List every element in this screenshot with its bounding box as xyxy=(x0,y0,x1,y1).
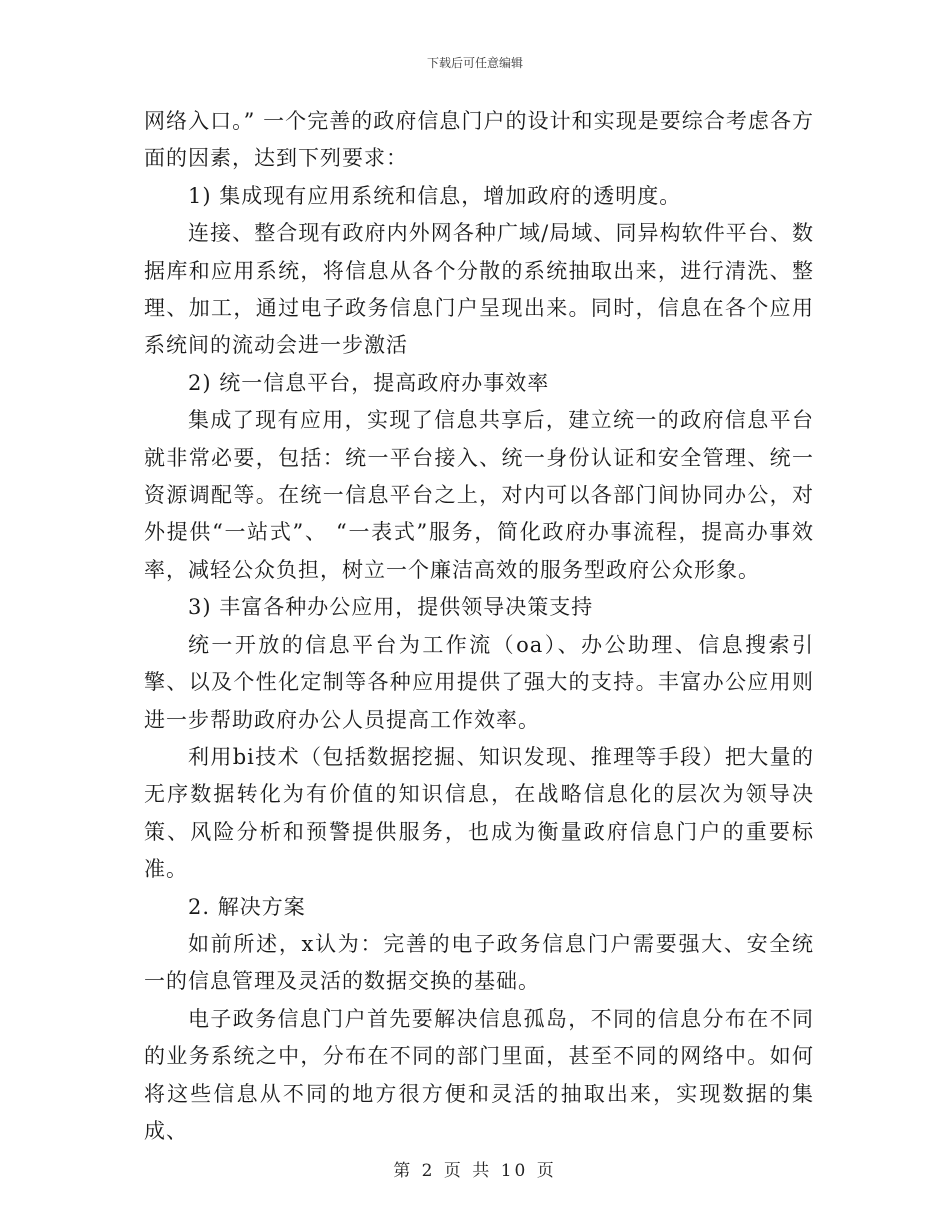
page-footer: 第 2 页 共 10 页 xyxy=(393,1161,557,1181)
document-body xyxy=(144,103,814,1150)
paragraph: 连接、整合现有政府内外网各种广域/局域、同异构软件平台、数据库和应用系统，将信息从各个分散的系统抽取出来，进行清洗、整理、加工，通过电子政务信息门户呈现出来。同时，信息在各个应用系统间的流动会进一步激活 xyxy=(144,221,814,358)
page-header: 下载后可任意编辑 xyxy=(426,56,523,70)
list-heading: 3) 丰富各种办公应用，提供领导决策支持 xyxy=(188,595,594,620)
paragraph: 电子政务信息门户首先要解决信息孤岛，不同的信息分布在不同的业务系统之中，分布在不同的部门里面，甚至不同的网络中。如何将这些信息从不同的地方很方便和灵活的抽取出来，实现数据的集成、 xyxy=(144,1006,814,1143)
section-heading: 2. 解决方案 xyxy=(188,894,306,919)
list-heading: 1) 集成现有应用系统和信息，增加政府的透明度。 xyxy=(188,183,682,208)
paragraph: 利用bi技术（包括数据挖掘、知识发现、推理等手段）把大量的无序数据转化为有价值的知识信息，在战略信息化的层次为领导决策、风险分析和预警提供服务，也成为衡量政府信息门户的重要标准。 xyxy=(144,744,814,882)
paragraph: 集成了现有应用，实现了信息共享后，建立统一的政府信息平台就非常必要，包括：统一平台接入、统一身份认证和安全管理、统一资源调配等。在统一信息平台之上，对内可以各部门间协同办公，对外提供“一站式”、 “一表式”服务，简化政府办事流程，提高办事效率，减轻公众负担，树立一个廉洁高效的服务型政府公众形象。 xyxy=(144,408,814,582)
paragraph: 如前所述，x认为：完善的电子政务信息门户需要强大、安全统一的信息管理及灵活的数据交换的基础。 xyxy=(144,931,814,994)
paragraph: 网络入口。” 一个完善的政府信息门户的设计和实现是要综合考虑各方面的因素，达到下列要求： xyxy=(144,109,814,171)
paragraph: 统一开放的信息平台为工作流（oa）、办公助理、信息搜索引擎、以及个性化定制等各种应用提供了强大的支持。丰富办公应用则进一步帮助政府办公人员提高工作效率。 xyxy=(144,632,814,732)
list-heading: 2) 统一信息平台，提高政府办事效率 xyxy=(188,370,550,395)
